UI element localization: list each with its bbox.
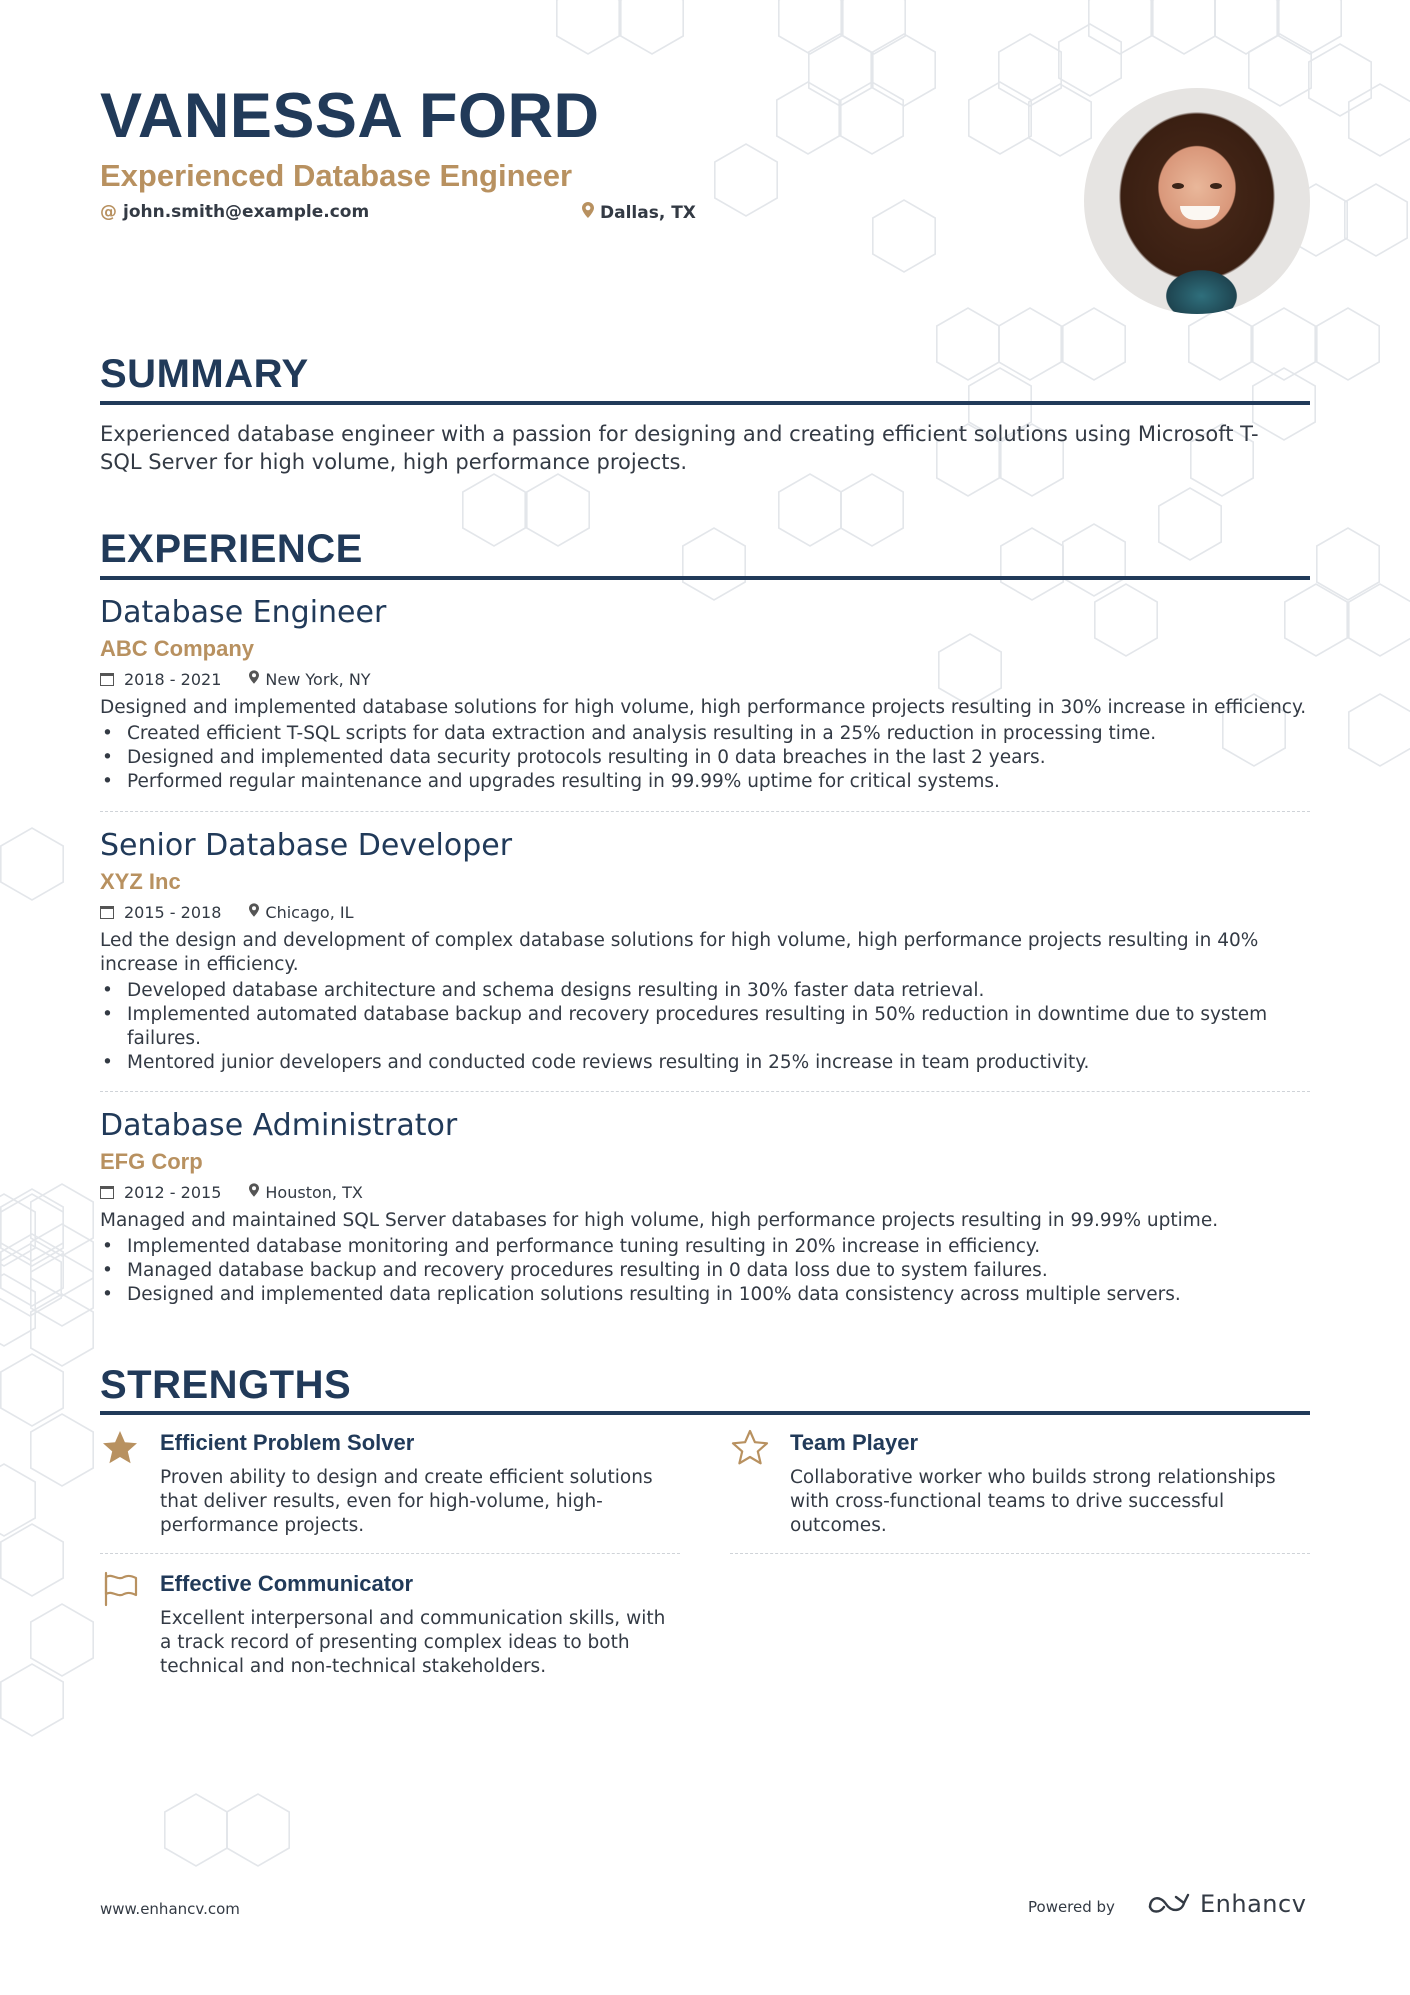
map-pin-icon: [249, 670, 259, 688]
experience-heading: EXPERIENCE: [100, 527, 363, 571]
summary-heading: SUMMARY: [100, 352, 309, 396]
summary-rule: [100, 401, 1310, 405]
strengths-rule: [100, 1411, 1310, 1415]
job-divider: [100, 811, 1310, 812]
candidate-name: VANESSA FORD: [100, 81, 600, 151]
powered-by-label: Powered by: [1028, 1898, 1115, 1916]
job-meta: [100, 668, 1310, 690]
photo-eye-right: [1210, 183, 1222, 189]
strengths-heading: STRENGTHS: [100, 1363, 352, 1407]
strength-description: Proven ability to design and create efficient solutions that deliver results, even for high-volume, high-performance projects.: [160, 1467, 653, 1536]
company-name: EFG Corp: [100, 1149, 203, 1174]
job-bullet: • Mentored junior developers and conducted code reviews resulting in 25% increase in team productivity.: [100, 1051, 1310, 1075]
job-bullet: • Designed and implemented data replication solutions resulting in 100% data consistency across multiple servers.: [100, 1283, 1310, 1307]
job-bullets: [100, 1235, 1310, 1307]
job-dates: 2012 - 2015: [124, 1182, 222, 1202]
job-bullet: • Developed database architecture and schema designs resulting in 30% faster data retrieval.: [100, 979, 1310, 1003]
enhancv-logo-icon: [1146, 1891, 1192, 1917]
email-text: john.smith@example.com: [123, 202, 370, 222]
job-bullet: • Implemented database monitoring and performance tuning resulting in 20% increase in efficiency.: [100, 1235, 1310, 1259]
calendar-icon: [100, 673, 114, 686]
job-dates: 2018 - 2021: [124, 669, 222, 689]
contact-location: [582, 202, 696, 223]
contact-email[interactable]: [100, 202, 369, 222]
job-bullet: • Created efficient T-SQL scripts for data extraction and analysis resulting in a 25% reduction in processing time.: [100, 722, 1310, 746]
location-text: Dallas, TX: [600, 202, 696, 223]
job-meta: [100, 901, 1310, 923]
experience-item: [100, 594, 1310, 794]
company-name: XYZ Inc: [100, 869, 181, 894]
job-meta: [100, 1181, 1310, 1203]
job-bullets: [100, 722, 1310, 794]
experience-rule: [100, 576, 1310, 580]
job-title: Database Administrator: [100, 1108, 458, 1143]
job-location: Houston, TX: [265, 1182, 363, 1202]
job-bullets: [100, 979, 1310, 1075]
strength-divider: [100, 1553, 680, 1554]
job-divider: [100, 1091, 1310, 1092]
photo-eye-left: [1172, 183, 1184, 189]
job-description: Managed and maintained SQL Server databases for high volume, high performance projects resulting in 99.99% uptime.: [100, 1210, 1219, 1231]
job-title: Senior Database Developer: [100, 828, 513, 863]
calendar-icon: [100, 906, 114, 919]
profile-photo: [1084, 88, 1310, 314]
enhancv-logo[interactable]: [1146, 1890, 1306, 1918]
job-bullet: • Performed regular maintenance and upgrades resulting in 99.99% uptime for critical systems.: [100, 770, 1310, 794]
strength-title: Team Player: [790, 1430, 919, 1455]
map-pin-icon: [249, 1183, 259, 1201]
map-pin-icon: [582, 202, 594, 223]
brand-name: Enhancv: [1200, 1890, 1307, 1918]
star-outline-icon: [730, 1428, 770, 1468]
job-dates: 2015 - 2018: [124, 902, 222, 922]
job-location: New York, NY: [265, 669, 371, 689]
photo-smile: [1180, 206, 1220, 220]
job-bullet: • Managed database backup and recovery procedures resulting in 0 data loss due to system failures.: [100, 1259, 1310, 1283]
strength-divider: [730, 1553, 1310, 1554]
at-icon: @: [100, 202, 117, 222]
star-filled-icon: [100, 1428, 140, 1468]
flag-icon: [100, 1569, 140, 1609]
summary-text: Experienced database engineer with a passion for designing and creating efficient solutions using Microsoft T-SQL Server for high volume, high performance projects.: [100, 422, 1259, 474]
job-bullet: • Implemented automated database backup and recovery procedures resulting in 50% reduction in downtime due to system failures.: [100, 1003, 1310, 1051]
strength-description: Excellent interpersonal and communication skills, with a track record of presenting complex ideas to both technical and non-technical stakeholders.: [160, 1608, 666, 1677]
strength-title: Efficient Problem Solver: [160, 1430, 415, 1455]
candidate-title: Experienced Database Engineer: [100, 158, 573, 193]
job-description: Led the design and development of complex database solutions for high volume, high performance projects resulting in 40% increase in efficiency.: [100, 930, 1259, 975]
footer-website-link[interactable]: www.enhancv.com: [100, 1900, 240, 1918]
job-title: Database Engineer: [100, 595, 387, 630]
company-name: ABC Company: [100, 636, 255, 661]
experience-item: [100, 827, 1310, 1075]
job-bullet: • Designed and implemented data security protocols resulting in 0 data breaches in the last 2 years.: [100, 746, 1310, 770]
calendar-icon: [100, 1186, 114, 1199]
map-pin-icon: [249, 903, 259, 921]
job-location: Chicago, IL: [265, 902, 354, 922]
experience-item: [100, 1107, 1310, 1307]
job-description: Designed and implemented database solutions for high volume, high performance projects resulting in 30% increase in efficiency.: [100, 697, 1307, 718]
strength-title: Effective Communicator: [160, 1571, 414, 1596]
strength-description: Collaborative worker who builds strong relationships with cross-functional teams to drive successful outcomes.: [790, 1467, 1276, 1536]
